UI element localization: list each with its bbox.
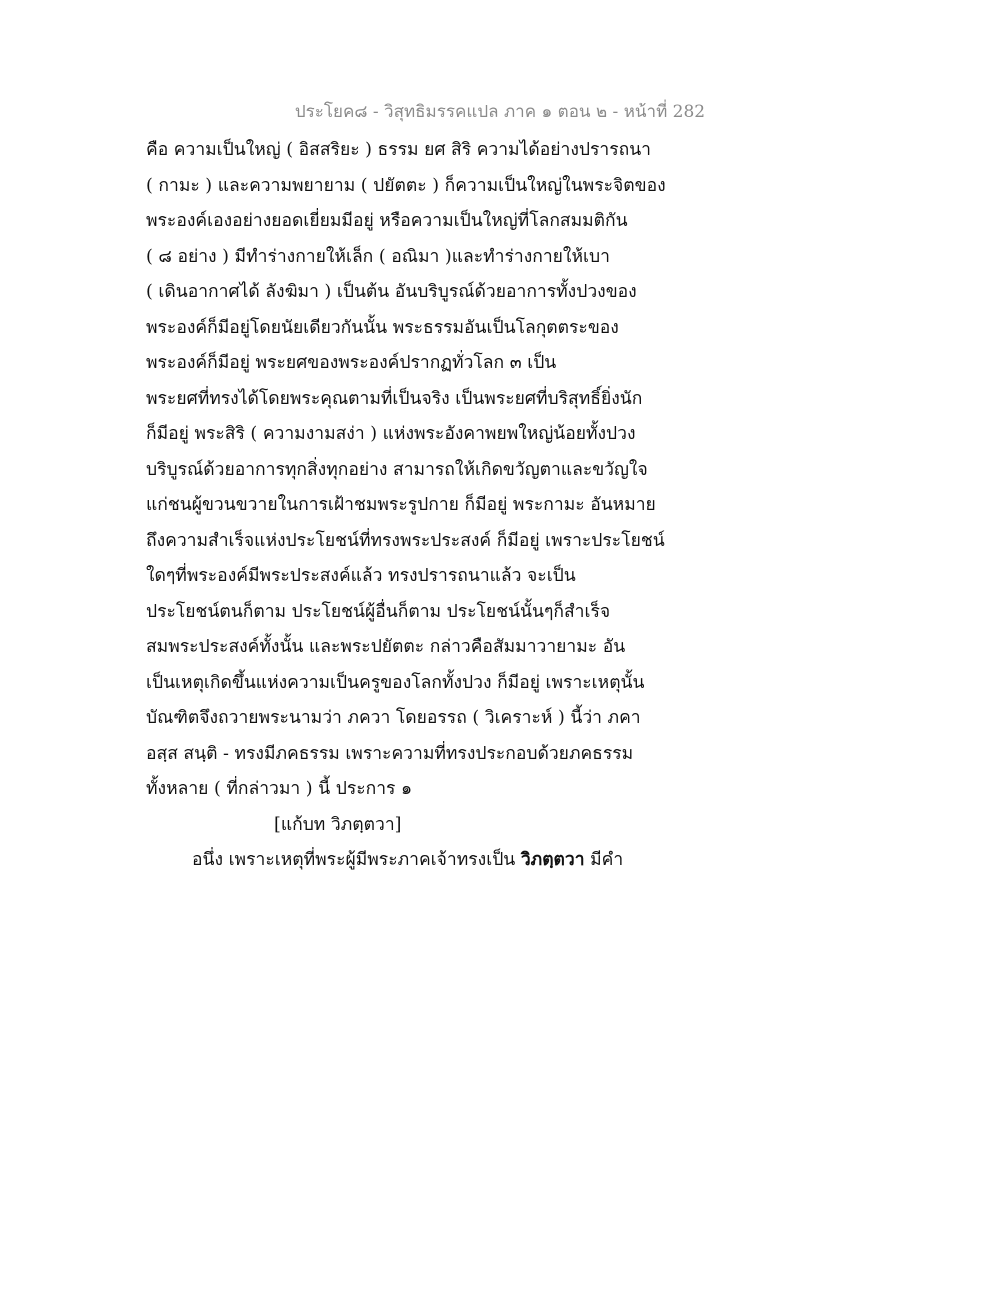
text-line: ( ๘ อย่าง ) มีทำร่างกายให้เล็ก ( อณิมา )และทำร่างกายให้เบา [146, 246, 610, 267]
body-text [146, 133, 786, 879]
text-line: เป็นเหตุเกิดขึ้นแห่งความเป็นครูของโลกทั้งปวง ก็มีอยู่ เพราะเหตุนั้น [146, 672, 645, 693]
text-line: ทั้งหลาย ( ที่กล่าวมา ) นี้ ประการ ๑ [146, 779, 413, 799]
text-line: ถึงความสำเร็จแห่งประโยชน์ที่ทรงพระประสงค์ ก็มีอยู่ เพราะประโยชน์ [146, 530, 665, 551]
text-line: ก็มีอยู่ พระสิริ ( ความงามสง่า ) แห่งพระอังคาพยพใหญ่น้อยทั้งปวง [146, 424, 636, 444]
text-line: บริบูรณ์ด้วยอาการทุกสิ่งทุกอย่าง สามารถให้เกิดขวัญตาและขวัญใจ [146, 459, 648, 480]
text-line: สมพระประสงค์ทั้งนั้น และพระปยัตตะ กล่าวคือสัมมาวายามะ อัน [146, 637, 626, 657]
text-line: บัณฑิตจึงถวายพระนามว่า ภควา โดยอรรถ ( วิเคราะห์ ) นี้ว่า ภคา [146, 708, 641, 728]
running-header: ประโยค๘ - วิสุทธิมรรคแปล ภาค ๑ ตอน ๒ - หน้าที่ 282 [294, 102, 706, 122]
text-line: พระองค์ก็มีอยู่โดยนัยเดียวกันนั้น พระธรรมอันเป็นโลกุตตระของ [146, 317, 619, 338]
text-line: ( กามะ ) และความพยายาม ( ปยัตตะ ) ก็ความเป็นใหญ่ในพระจิตของ [146, 175, 666, 196]
section-heading: [แก้บท วิภตฺตวา] [274, 814, 402, 835]
text-line: คือ ความเป็นใหญ่ ( อิสสริยะ ) ธรรม ยศ สิริ ความได้อย่างปรารถนา [146, 140, 652, 160]
text-line: อสฺส สนฺติ - ทรงมีภคธรรม เพราะความที่ทรงประกอบด้วยภคธรรม [146, 743, 634, 764]
text-line: ใดๆที่พระองค์มีพระประสงค์แล้ว ทรงปรารถนาแล้ว จะเป็น [146, 566, 576, 586]
text-line: ประโยชน์ตนก็ตาม ประโยชน์ผู้อื่นก็ตาม ประโยชน์นั้นๆก็สำเร็จ [146, 601, 611, 622]
paragraph-text: อนึ่ง เพราะเหตุที่พระผู้มีพระภาคเจ้าทรงเป็น [192, 850, 521, 870]
text-line: พระยศที่ทรงได้โดยพระคุณตามที่เป็นจริง เป็นพระยศที่บริสุทธิ์ยิ่งนัก [146, 388, 643, 409]
text-line: แก่ชนผู้ขวนขวายในการเฝ้าชมพระรูปกาย ก็มีอยู่ พระกามะ อันหมาย [146, 495, 656, 515]
paragraph-opening-line [146, 843, 786, 879]
paragraph-text: มีคำ [584, 850, 624, 870]
text-line: ( เดินอากาศได้ ลังฆิมา ) เป็นต้น อันบริบูรณ์ด้วยอาการทั้งปวงของ [146, 282, 637, 302]
text-line: พระองค์เองอย่างยอดเยี่ยมมีอยู่ หรือความเป็นใหญ่ที่โลกสมมติกัน [146, 211, 628, 231]
text-line: พระองค์ก็มีอยู่ พระยศของพระองค์ปรากฏทั่วโลก ๓ เป็น [146, 353, 557, 373]
bold-term: วิภตฺตวา [520, 850, 585, 870]
